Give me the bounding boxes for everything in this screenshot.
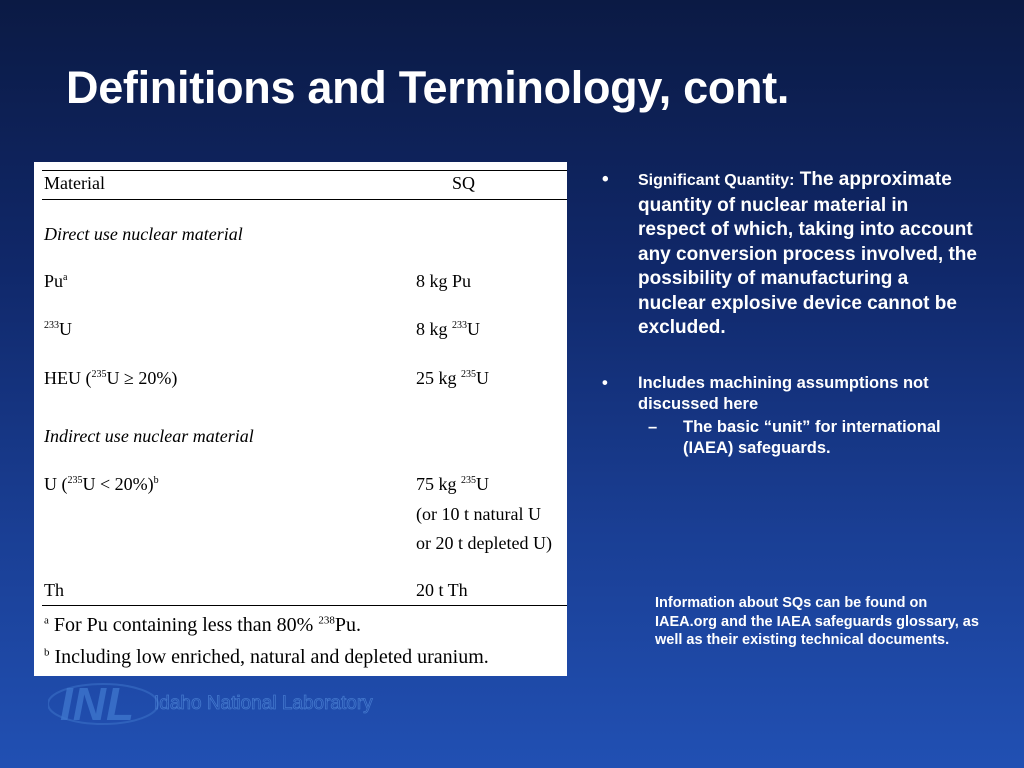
- bullet-machining: [600, 373, 980, 415]
- header-sq: SQ: [452, 173, 476, 193]
- logo-text: Idaho National Laboratory: [154, 693, 373, 714]
- dash-marker: –: [648, 417, 658, 436]
- slide-title: Definitions and Terminology, cont.: [66, 62, 790, 113]
- bullet-marker: •: [602, 169, 609, 190]
- row-u233-sq: 8 kg $^{233}$U: [416, 319, 480, 339]
- section-direct-use: Direct use nuclear material: [44, 224, 243, 244]
- row-pu-sq: 8 kg Pu: [416, 271, 472, 291]
- row-th-material: Th: [44, 580, 64, 600]
- subbullet-basic-unit: [600, 417, 980, 459]
- header-material: Material: [44, 173, 105, 193]
- row-pu-material: Pu$^a$: [44, 271, 68, 291]
- term-label: Significant Quantity:: [638, 172, 795, 189]
- table-bottom-rule: [42, 605, 567, 606]
- bullet-machining-text: Includes machining assumptions not discussed here: [638, 373, 929, 413]
- info-note: Information about SQs can be found on IAEA.org and the IAEA safeguards glossary, as well as their existing technical documents.: [655, 595, 979, 648]
- row-u233-material: $^{233}$U: [44, 319, 72, 339]
- subbullet-text: The basic “unit” for international (IAEA) safeguards.: [683, 417, 941, 457]
- table-header-rule: [42, 199, 567, 200]
- table-top-rule: [42, 170, 567, 171]
- row-u-sq-line2: (or 10 t natural U: [416, 504, 541, 524]
- logo-mark: INL: [60, 678, 135, 730]
- inl-logo: [48, 672, 378, 732]
- row-heu-sq: 25 kg $^{235}$U: [416, 368, 489, 388]
- section-indirect-use: Indirect use nuclear material: [44, 426, 254, 446]
- row-heu-material: HEU ($^{235}$U ≥ 20%): [44, 368, 178, 388]
- row-u-sq-line3: or 20 t depleted U): [416, 533, 552, 553]
- bullet-significant-quantity: [600, 168, 980, 341]
- row-u-material: U ($^{235}$U < 20%)$^b$: [44, 474, 159, 494]
- term-definition: The approximate quantity of nuclear material in respect of which, taking into account any conversion process involved, the possibility of manufacturing a nuclear explosive device cannot be excluded.: [638, 169, 977, 338]
- bullet-marker: •: [602, 373, 608, 392]
- footnote-a: $^a$ For Pu containing less than 80% $^{238}$Pu.: [44, 614, 361, 636]
- sq-table: [34, 162, 567, 676]
- footnote-b: $^b$ Including low enriched, natural and depleted uranium.: [44, 646, 489, 668]
- definition-bullets: [600, 168, 980, 459]
- row-u-sq: 75 kg $^{235}$U: [416, 474, 489, 494]
- row-th-sq: 20 t Th: [416, 580, 468, 600]
